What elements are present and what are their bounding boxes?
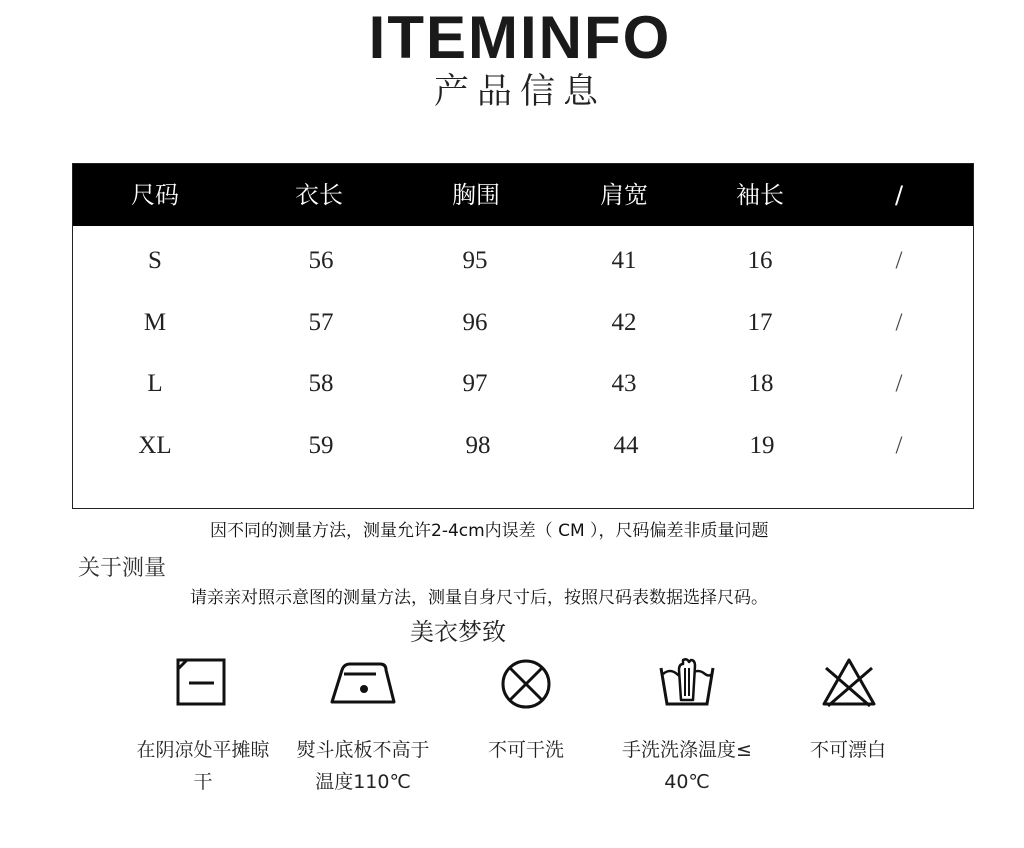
care-label-line: 在阴凉处平摊晾 xyxy=(136,739,270,761)
table-cell: / xyxy=(895,432,903,459)
header-length: 衣长 xyxy=(295,181,343,209)
table-cell: S xyxy=(148,247,162,274)
care-label-hand-wash xyxy=(604,734,770,798)
table-cell: 95 xyxy=(462,247,488,274)
care-label-line: 熨斗底板不高于 xyxy=(296,739,430,761)
about-measurement-heading: 关于测量 xyxy=(78,556,167,581)
care-label-line: 温度110℃ xyxy=(315,771,411,793)
table-header-row xyxy=(73,164,973,226)
table-cell: 57 xyxy=(308,309,334,336)
care-label-line: 不可漂白 xyxy=(809,739,886,761)
table-cell: 16 xyxy=(747,247,773,274)
care-label-line: 40℃ xyxy=(664,771,710,793)
table-cell: 19 xyxy=(749,432,775,459)
table-cell: / xyxy=(895,370,903,397)
care-label-no-bleach xyxy=(778,734,918,766)
header-slash: / xyxy=(894,181,904,209)
table-cell: 96 xyxy=(462,309,488,336)
measurement-advice-note: 请亲亲对照示意图的测量方法，测量自身尺寸后，按照尺码表数据选择尺码。 xyxy=(190,588,768,608)
table-cell: 59 xyxy=(308,432,334,459)
table-cell: 56 xyxy=(308,247,334,274)
table-cell: 17 xyxy=(747,309,773,336)
table-cell: 44 xyxy=(613,432,639,459)
table-cell: M xyxy=(143,309,167,336)
table-cell: 97 xyxy=(462,370,488,397)
table-cell: 98 xyxy=(465,432,491,459)
table-cell: / xyxy=(895,247,903,274)
flat-dry-icon xyxy=(174,656,228,712)
table-cell: L xyxy=(147,370,163,397)
table-cell: 43 xyxy=(611,370,637,397)
header-size: 尺码 xyxy=(131,181,179,209)
page-subtitle: 产品信息 xyxy=(433,72,606,112)
brand-slogan: 美衣梦致 xyxy=(410,618,506,646)
care-label-line: 干 xyxy=(193,771,213,793)
measurement-error-note: 因不同的测量方法，测量允许2-4cm内误差（ CM ），尺码偏差非质量问题 xyxy=(210,521,769,541)
table-cell: XL xyxy=(138,432,172,459)
header-chest: 胸围 xyxy=(452,181,500,209)
care-label-flat-dry xyxy=(120,734,286,798)
table-cell: 42 xyxy=(611,309,637,336)
care-label-iron xyxy=(280,734,446,798)
no-dryclean-icon xyxy=(498,656,554,716)
hand-wash-icon xyxy=(657,656,717,714)
iron-icon xyxy=(328,656,398,712)
table-cell: 41 xyxy=(611,247,637,274)
care-label-no-dryclean xyxy=(456,734,596,766)
size-table xyxy=(72,163,974,509)
no-bleach-icon xyxy=(820,656,878,714)
table-cell: 18 xyxy=(748,370,774,397)
page-title: ITEMINFO xyxy=(368,4,672,71)
care-label-line: 不可干洗 xyxy=(487,739,564,761)
table-cell: 58 xyxy=(308,370,334,397)
care-label-line: 手洗洗涤温度≤ xyxy=(622,739,752,761)
table-cell: / xyxy=(895,309,903,336)
header-shoulder: 肩宽 xyxy=(600,181,648,209)
header-sleeve: 袖长 xyxy=(736,181,784,209)
